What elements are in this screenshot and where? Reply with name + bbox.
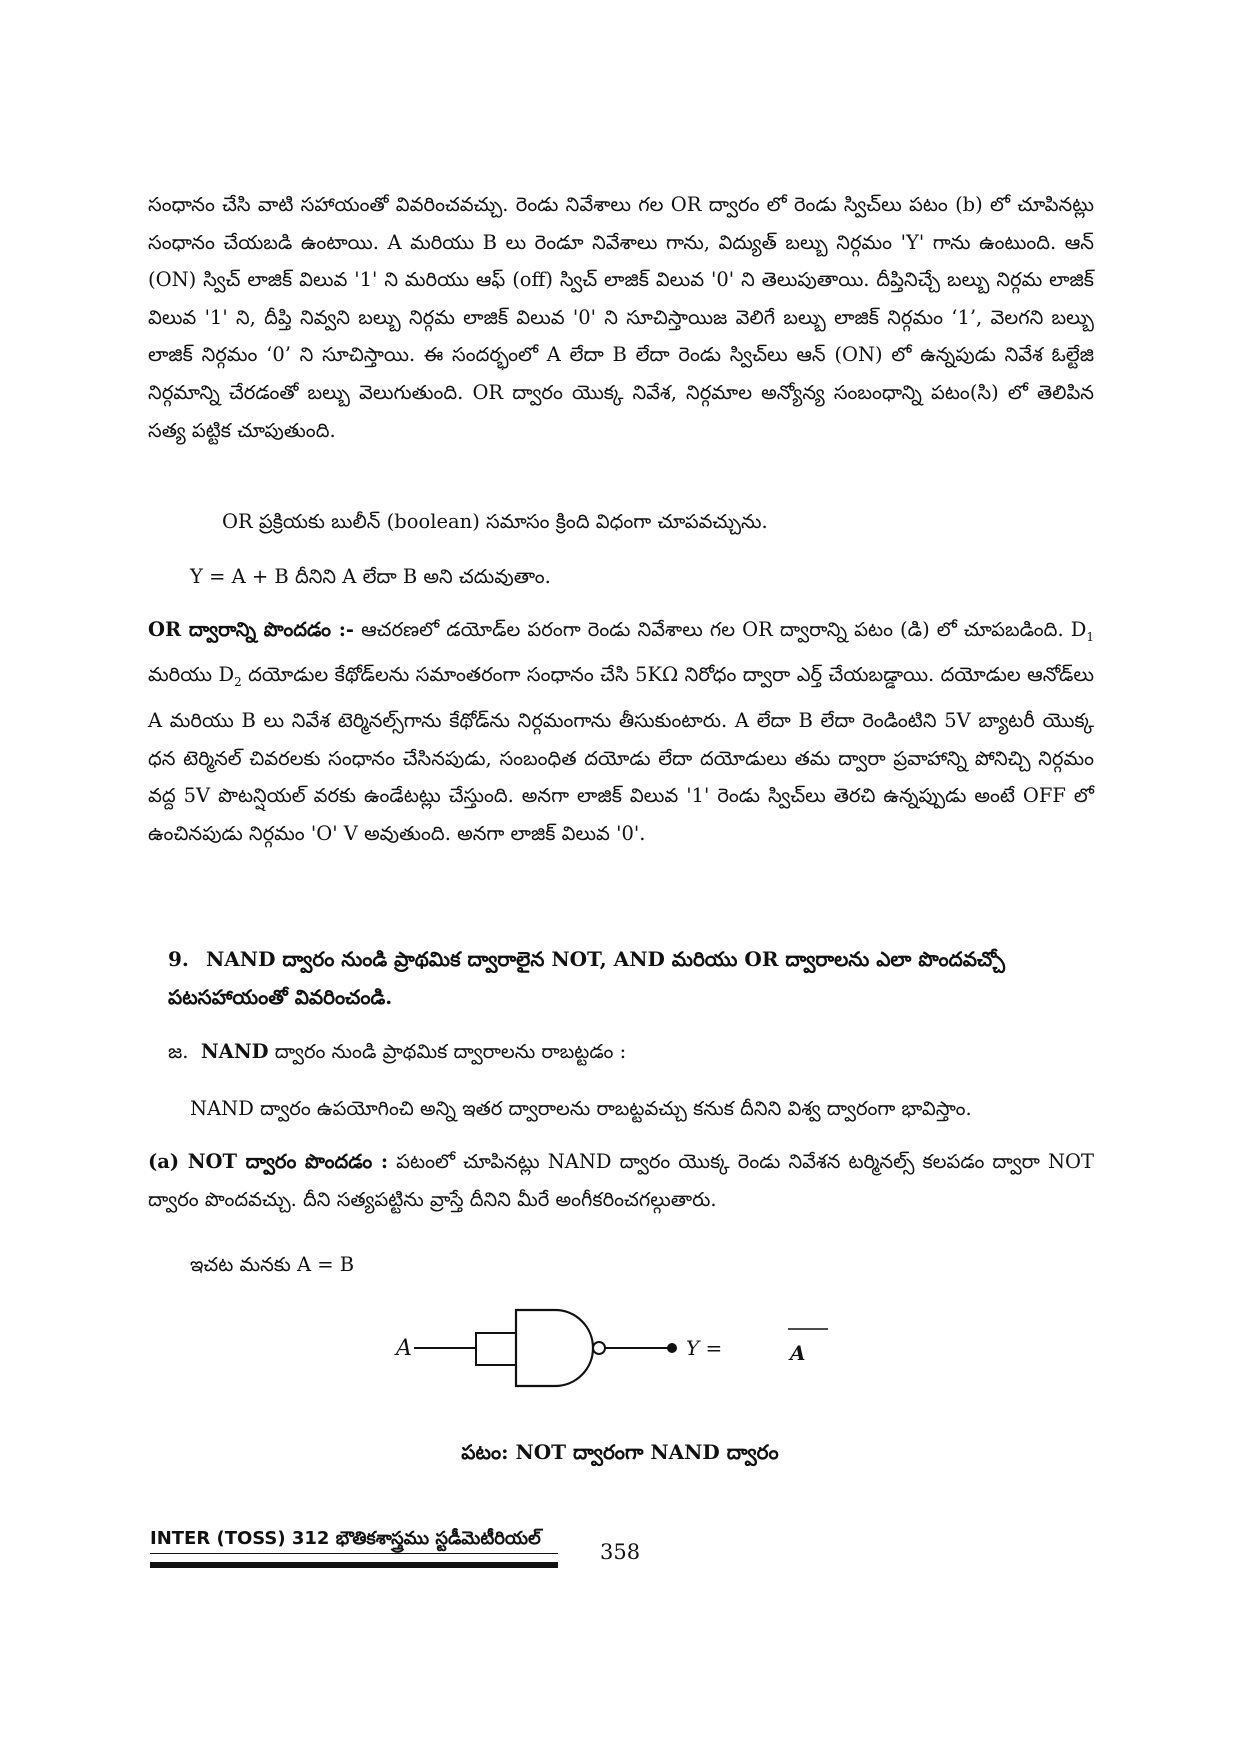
page-number: 358 <box>600 1540 641 1564</box>
answer-heading: జ. NAND ద్వారం నుండి ప్రాథమిక ద్వారాలను రాబట్టడం : <box>168 1040 627 1063</box>
figure-caption: పటం: NOT ద్వారంగా NAND ద్వారం <box>461 1440 779 1464</box>
boolean-expression: Y = A + B దీనిని A లేదా B అని చదువుతాం. <box>190 565 551 588</box>
nand-as-not-figure <box>380 1300 860 1400</box>
input-label-a: A <box>396 1336 412 1361</box>
footer-title: INTER (TOSS) 312 భౌతికశాస్త్రము స్టడీమెటీరియల్ <box>150 1528 541 1549</box>
footer-rule <box>150 1562 558 1568</box>
section-heading-not-gate: (a) NOT ద్వారం పొందడం : <box>148 1150 389 1173</box>
equation-a-equals-b: ఇచట మనకు A = B <box>190 1253 355 1276</box>
nand-gate-body <box>516 1310 593 1386</box>
paragraph-not-gate: (a) NOT ద్వారం పొందడం : పటంలో చూపినట్లు NAND ద్వారం యొక్క రెండు నివేశన టర్మినల్స్ కలపడం ద్వారా NOT ద్వారం పొందవచ్చు. దీని సత్యపట్టిను వ్రాస్తే దీనిని మీరే అంగీకరించగల్గుతారు. <box>148 1150 1094 1211</box>
answer-intro: NAND ద్వారం ఉపయోగించి అన్ని ఇతర ద్వారాలను రాబట్టవచ్చు కనుక దీనిని విశ్వ ద్వారంగా భావిస్తాం. <box>190 1097 972 1120</box>
section-heading-or-gate: OR ద్వారాన్ని పొందడం :- <box>148 618 355 641</box>
joined-inputs-box <box>476 1333 516 1365</box>
inversion-bubble <box>593 1342 605 1354</box>
question-number: 9. <box>168 947 189 971</box>
paragraph-or-gate-switches: సంధానం చేసి వాటి సహాయంతో వివరించవచ్చు. రెండు నివేశాలు గల OR ద్వారం లో రెండు స్విచ్‌లు పటం (b) లో చూపినట్లు సంధానం చేయబడి ఉంటాయి. A మరియు B లు రెండూ నివేశాలు గాను, విద్యుత్ బల్బు నిర్గమం 'Y' గాను ఉంటుంది. ఆన్ (ON) స్విచ్ లాజిక్ విలువ '1' ని మరియు ఆఫ్ (off) స్విచ్ లాజిక్ విలువ '0' ని తెలుపుతాయి. దీప్తినిచ్చే బల్బు నిర్గమ లాజిక్ విలువ '1' ని, దీప్తి నివ్వని బల్బు నిర్గమ లాజిక్ విలువ '0' ని సూచిస్తాయిజ వెలిగే బల్బు లాజిక్ నిర్గమం ‘1’, వెలగని బల్బు లాజిక్ నిర్గమం ‘0’ ని సూచిస్తాయి. ఈ సందర్భంలో A లేదా B లేదా రెండు స్విచ్‌లు ఆన్ (ON) లో ఉన్నపుడు నివేశ ఓల్టేజి నిర్గమాన్ని చేరడంతో బల్బు వెలుగుతుంది. OR ద్వారం యొక్క నివేశ, నిర్గమాల అన్యోన్య సంబంధాన్ని పటం(సి) లో తెలిపిన సత్య పట్టిక చూపుతుంది. <box>148 193 1094 442</box>
answer-label: జ. <box>168 1040 189 1063</box>
question-9 <box>168 940 1093 1016</box>
question-text: NAND ద్వారం నుండి ప్రాథమిక ద్వారాలైన NOT, AND మరియు OR ద్వారాలను ఎలా పొందవచ్చో పటసహాయంతో వివరించండి. <box>168 947 1005 1009</box>
paragraph-or-gate-diodes: OR ద్వారాన్ని పొందడం :- ఆచరణలో డయోడ్‌ల పరంగా రెండు నివేశాలు గల OR ద్వారాన్ని పటం (డి) లో చూపబడింది. $D_1$ మరియు $D_2$ దయోడుల కేథోడ్‌లను సమాంతరంగా సంధానం చేసి 5KΩ నిరోధం ద్వారా ఎర్త్ చేయబడ్డాయి. దయోడుల ఆనోడ్‌లు A మరియు B లు నివేశ టెర్మినల్స్‌గాను కేథోడ్‌ను నిర్గమంగాను తీసుకుంటారు. A లేదా B లేదా రెండింటిని 5V బ్యాటరీ యొక్క ధన టెర్మినల్ చివరలకు సంధానం చేసినపుడు, సంబంధిత దయోడు లేదా దయోడులు తమ ద్వారా ప్రవాహాన్ని పోనిచ్చి నిర్గమం వద్ద 5V పొటన్షియల్ వరకు ఉండేటట్లు చేస్తుంది. అనగా లాజిక్ విలువ '1' రెండు స్విచ్‌లు తెరచి ఉన్నప్పుడు అంటే OFF లో ఉంచినపుడు నిర్గమం 'O' V అవుతుంది. అనగా లాజిక్ విలువ '0'. <box>148 618 1094 845</box>
footer-rule-thin <box>150 1553 558 1554</box>
output-expression-a-bar: A <box>790 1341 806 1365</box>
paragraph-boolean-intro: OR ప్రక్రియకు బులీన్ (boolean) సమాసం క్రింది విధంగా చూపవచ్చును. <box>222 510 768 533</box>
output-terminal-dot <box>667 1343 677 1353</box>
output-label-y: Y = <box>686 1336 723 1360</box>
nand-gate-diagram <box>380 1300 860 1400</box>
